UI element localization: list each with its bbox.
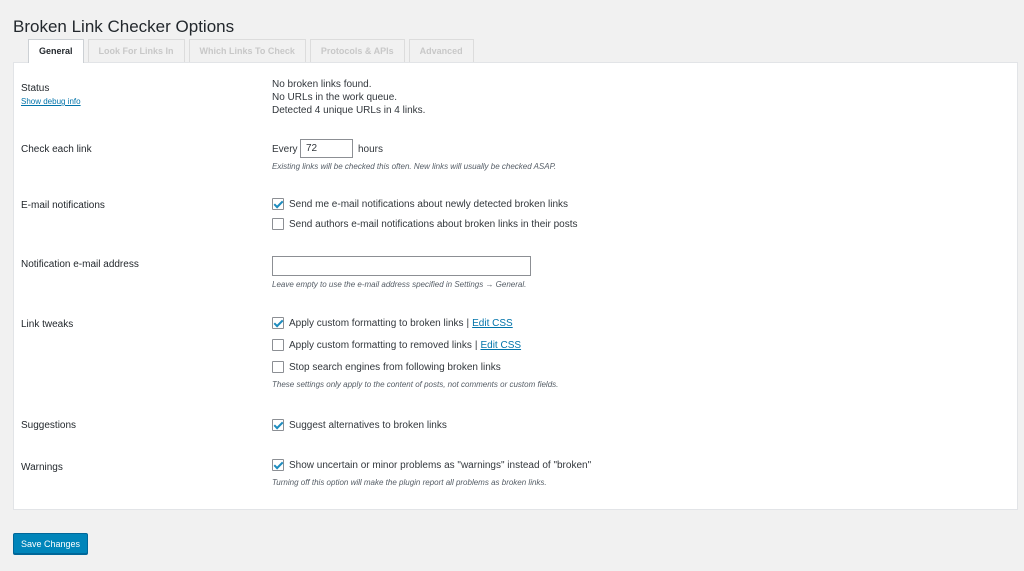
save-changes-button[interactable]: Save Changes xyxy=(13,533,88,554)
email-notifications-label: E-mail notifications xyxy=(21,200,105,211)
suggest-alternatives-label: Suggest alternatives to broken links xyxy=(289,419,447,431)
format-removed-links-checkbox[interactable] xyxy=(272,339,284,351)
warnings-label: Warnings xyxy=(21,462,63,473)
check-interval-input[interactable] xyxy=(300,139,353,158)
separator: | xyxy=(474,339,478,351)
link-tweaks-hint: These settings only apply to the content of posts, not comments or custom fields. xyxy=(272,380,559,389)
format-broken-links-option[interactable] xyxy=(272,316,513,330)
show-warnings-label: Show uncertain or minor problems as "warnings" instead of "broken" xyxy=(289,459,592,471)
tab-look-for-links-in[interactable]: Look For Links In xyxy=(88,39,185,62)
suggest-alternatives-checkbox[interactable] xyxy=(272,419,284,431)
nofollow-broken-links-option[interactable] xyxy=(272,360,501,374)
email-notify-authors-option[interactable] xyxy=(272,217,578,231)
edit-css-broken-link[interactable]: Edit CSS xyxy=(472,317,513,329)
link-tweaks-label: Link tweaks xyxy=(21,319,74,330)
notification-email-label: Notification e-mail address xyxy=(21,259,139,270)
check-each-link-label: Check each link xyxy=(21,144,92,155)
suggestions-label: Suggestions xyxy=(21,420,77,431)
email-notify-me-label: Send me e-mail notifications about newly detected broken links xyxy=(289,198,569,210)
format-broken-links-label: Apply custom formatting to broken links xyxy=(289,317,464,329)
check-interval-prefix: Every xyxy=(272,144,298,155)
show-warnings-checkbox[interactable] xyxy=(272,459,284,471)
status-line-queue: No URLs in the work queue. xyxy=(272,92,398,103)
check-interval-hint: Existing links will be checked this often. New links will usually be checked ASAP. xyxy=(272,162,557,171)
notification-email-input[interactable] xyxy=(272,256,531,276)
notification-email-hint: Leave empty to use the e-mail address specified in Settings → General. xyxy=(272,280,527,289)
nofollow-broken-links-label: Stop search engines from following broken links xyxy=(289,361,501,373)
status-line-broken: No broken links found. xyxy=(272,79,372,90)
page-title: Broken Link Checker Options xyxy=(13,17,235,37)
show-warnings-option[interactable] xyxy=(272,458,591,472)
check-interval-suffix: hours xyxy=(358,144,384,155)
format-removed-links-label: Apply custom formatting to removed links xyxy=(289,339,472,351)
warnings-hint: Turning off this option will make the plugin report all problems as broken links. xyxy=(272,478,547,487)
tab-protocols-apis[interactable]: Protocols & APIs xyxy=(310,39,405,62)
settings-tabs xyxy=(28,39,474,62)
tab-general[interactable]: General xyxy=(28,39,84,63)
email-notify-authors-checkbox[interactable] xyxy=(272,218,284,230)
status-line-detected: Detected 4 unique URLs in 4 links. xyxy=(272,105,426,116)
suggest-alternatives-option[interactable] xyxy=(272,418,447,432)
tab-advanced[interactable]: Advanced xyxy=(409,39,474,62)
tab-which-links-to-check[interactable]: Which Links To Check xyxy=(189,39,306,62)
show-debug-info-link[interactable]: Show debug info xyxy=(21,97,81,106)
email-notify-me-checkbox[interactable] xyxy=(272,198,284,210)
format-broken-links-checkbox[interactable] xyxy=(272,317,284,329)
email-notify-authors-label: Send authors e-mail notifications about broken links in their posts xyxy=(289,218,578,230)
format-removed-links-option[interactable] xyxy=(272,338,521,352)
separator: | xyxy=(466,317,470,329)
email-notify-me-option[interactable] xyxy=(272,197,568,211)
status-label: Status xyxy=(21,83,50,94)
nofollow-broken-links-checkbox[interactable] xyxy=(272,361,284,373)
edit-css-removed-link[interactable]: Edit CSS xyxy=(480,339,522,351)
